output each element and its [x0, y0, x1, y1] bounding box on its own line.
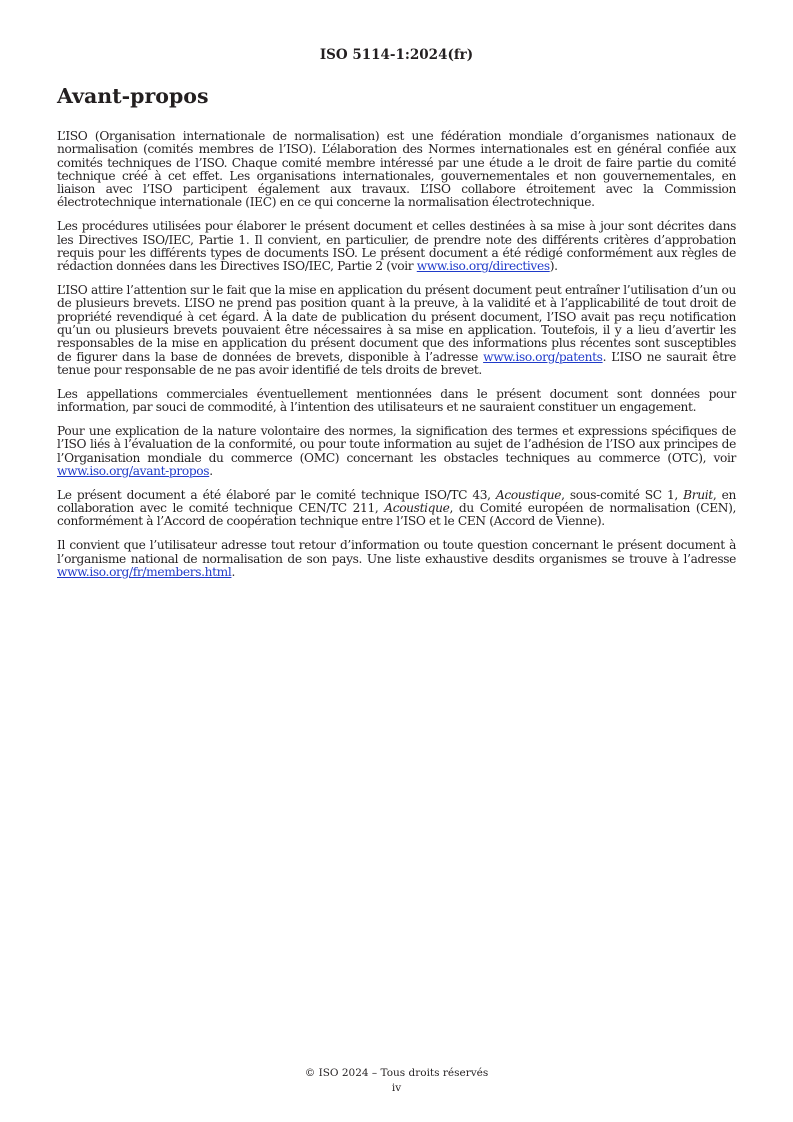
subcommittee-name-italic: Bruit — [683, 487, 713, 502]
paragraph-text: Les procédures utilisées pour élaborer le présent document et celles destinées à sa mise à jour sont décrites dans les Directives ISO/IEC, Partie 1. Il convient, en particulier, de prendre note des différents critères d’approbation requis pour les différents types de documents ISO. Le présent document a été rédigé conformément aux règles de rédaction données dans les Directives ISO/IEC, Partie 2 (voir — [57, 219, 736, 274]
foreword-body — [57, 130, 736, 590]
committee-name-italic: Acoustique — [495, 487, 562, 502]
paragraph-text: , du Comité européen de normalisation (CEN), conformément à l’Accord de coopération technique entre l’ISO et le CEN (Accord de Vienne). — [57, 501, 736, 529]
foreword-link[interactable]: www.iso.org/avant-propos — [57, 463, 210, 478]
cen-committee-name-italic: Acoustique — [384, 501, 450, 516]
patents-link[interactable]: www.iso.org/patents — [483, 349, 603, 364]
copyright-notice: © ISO 2024 – Tous droits réservés — [304, 1067, 489, 1079]
paragraph-text: Le présent document a été élaboré par le comité technique ISO/TC 43, — [57, 487, 496, 502]
paragraph-text: , sous-comité SC 1, — [561, 487, 684, 502]
paragraph-text: Il convient que l’utilisateur adresse tout retour d’information ou toute question concernant le présent document à l’organisme national de normalisation de son pays. Une liste exhaustive desdits organismes se trouve à l’adresse — [57, 538, 736, 566]
directives-link[interactable]: www.iso.org/directives — [416, 259, 550, 274]
paragraph-feedback — [57, 539, 736, 579]
members-link[interactable]: www.iso.org/fr/members.html — [57, 564, 232, 579]
page-number: iv — [391, 1082, 402, 1094]
paragraph-text: L’ISO attire l’attention sur le fait que la mise en application du présent document peut entraîner l’utilisation d’un ou de plusieurs brevets. L’ISO ne prend pas position quant à la preuve, à la validité et à l’applicabilité de tout droit de propriété revendiqué à cet égard. À la date de publication du présent document, l’ISO avait pas reçu notification qu’un ou plusieurs brevets pouvaient être nécessaires à sa mise en application. Toutefois, il y a lieu d’avertir les responsables de la mise en application du présent document que des informations plus récentes sont susceptibles de figurer dans la base de données de brevets, disponible à l’adresse — [57, 283, 736, 364]
paragraph-text: ). — [549, 259, 558, 274]
page-title: Avant-propos — [57, 84, 209, 108]
paragraph-iso-intro: L’ISO (Organisation internationale de normalisation) est une fédération mondiale d’organismes nationaux de normalisation (comités membres de l’ISO). L’élaboration des Normes internationales est en général confiée aux comités techniques de l’ISO. Chaque comité membre intéressé par une étude a le droit de faire partie du comité technique créé à cet effet. Les organisations internationales, gouvernementales et non gouvernementales, en liaison avec l’ISO participent également aux travaux. L’ISO collabore étroitement avec la Commission électrotechnique internationale (IEC) en ce qui concerne la normalisation électrotechnique. — [57, 129, 736, 210]
paragraph-text: . — [209, 463, 213, 478]
page-footer — [0, 1066, 793, 1096]
paragraph-procedures — [57, 220, 736, 273]
paragraph-trade-names: Les appellations commerciales éventuellement mentionnées dans le présent document sont données pour information, par souci de commodité, à l’intention des utilisateurs et ne sauraient constituer un engagement. — [57, 386, 736, 415]
paragraph-text: , en collaboration avec le comité technique CEN/TC 211, — [57, 487, 736, 516]
paragraph-patents — [57, 284, 736, 377]
paragraph-text: . L’ISO ne saurait être tenue pour responsable de ne pas avoir identifié de tels droits de brevet. — [57, 349, 736, 377]
paragraph-text: Pour une explication de la nature volontaire des normes, la signification des termes et expressions spécifiques de l’ISO liés à l’évaluation de la conformité, ou pour toute information au sujet de l’adhésion de l’ISO aux principes de l’Organisation mondiale du commerce (OMC) concernant les obstacles techniques au commerce (OTC), voir — [57, 424, 736, 465]
paragraph-voluntary-nature — [57, 425, 736, 478]
document-id-header: ISO 5114-1:2024(fr) — [319, 47, 474, 63]
paragraph-committee — [57, 489, 736, 529]
paragraph-text: . — [231, 564, 235, 579]
